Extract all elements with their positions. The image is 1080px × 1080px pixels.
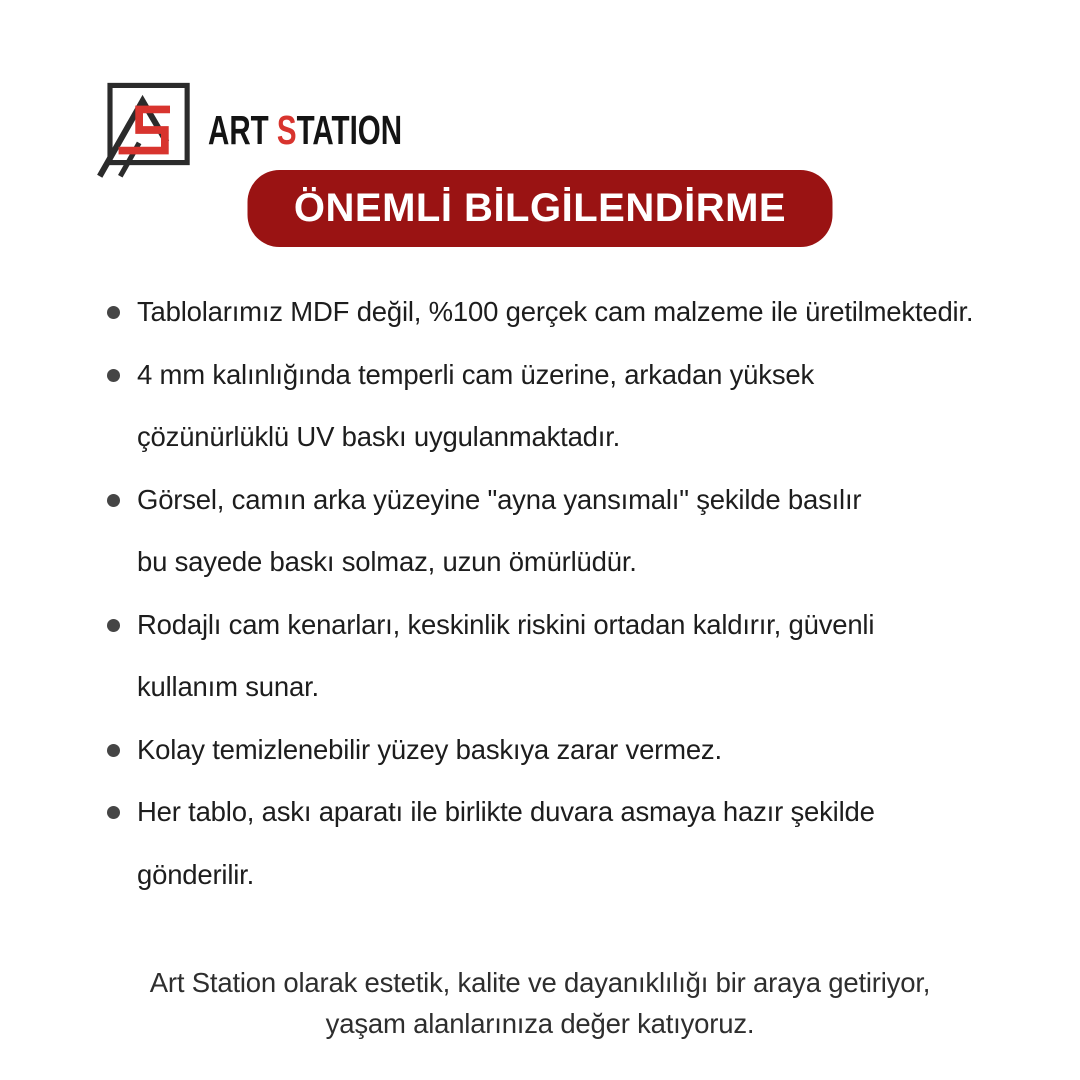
bullet-line: gönderilir. <box>137 858 255 890</box>
info-banner <box>248 170 833 247</box>
list-item <box>107 281 973 344</box>
bullet-line: Rodajlı cam kenarları, keskinlik riskini ortadan kaldırır, güvenli <box>137 608 875 640</box>
bullet-icon <box>107 806 120 819</box>
bullet-list <box>107 281 973 906</box>
list-item <box>107 719 973 782</box>
list-item <box>107 469 973 594</box>
bullet-line: çözünürlüklü UV baskı uygulanmaktadır. <box>137 421 621 452</box>
list-item <box>107 781 973 906</box>
bullet-icon <box>107 619 120 632</box>
bullet-line: kullanım sunar. <box>137 671 319 702</box>
bullet-line: Her tablo, askı aparatı ile birlikte duvara asmaya hazır şekilde <box>137 796 875 827</box>
bullet-line: Görsel, camın arka yüzeyine "ayna yansımalı" şekilde basılır <box>137 483 862 515</box>
bullet-icon <box>107 369 120 382</box>
wordmark-part2: TATION <box>296 106 403 153</box>
bullet-icon <box>107 494 120 507</box>
bullet-line: Tablolarımız MDF değil, %100 gerçek cam malzeme ile üretilmektedir. <box>137 296 974 327</box>
art-station-logo-icon <box>98 80 194 180</box>
bullet-text <box>137 469 861 594</box>
bullet-text <box>137 781 875 906</box>
footer-line: Art Station olarak estetik, kalite ve dayanıklılığı bir araya getiriyor, <box>149 967 931 998</box>
footer-note <box>0 962 1080 1044</box>
bullet-text <box>137 719 722 782</box>
bullet-line: Kolay temizlenebilir yüzey baskıya zarar vermez. <box>137 733 722 765</box>
bullet-text <box>137 344 814 469</box>
bullet-icon <box>107 744 120 757</box>
bullet-line: bu sayede baskı solmaz, uzun ömürlüdür. <box>137 546 637 577</box>
brand-wordmark <box>208 107 402 154</box>
list-item <box>107 594 973 719</box>
bullet-line: 4 mm kalınlığında temperli cam üzerine, arkadan yüksek <box>137 358 815 390</box>
bullet-icon <box>107 306 120 319</box>
wordmark-accent: S <box>276 106 297 153</box>
bullet-text <box>137 594 874 719</box>
banner-title: ÖNEMLİ BİLGİLENDİRME <box>293 186 787 230</box>
bullet-text <box>137 281 973 344</box>
wordmark-part1: ART <box>208 106 277 153</box>
footer-line: yaşam alanlarınıza değer katıyoruz. <box>325 1008 755 1039</box>
brand-header <box>98 80 478 180</box>
list-item <box>107 344 973 469</box>
